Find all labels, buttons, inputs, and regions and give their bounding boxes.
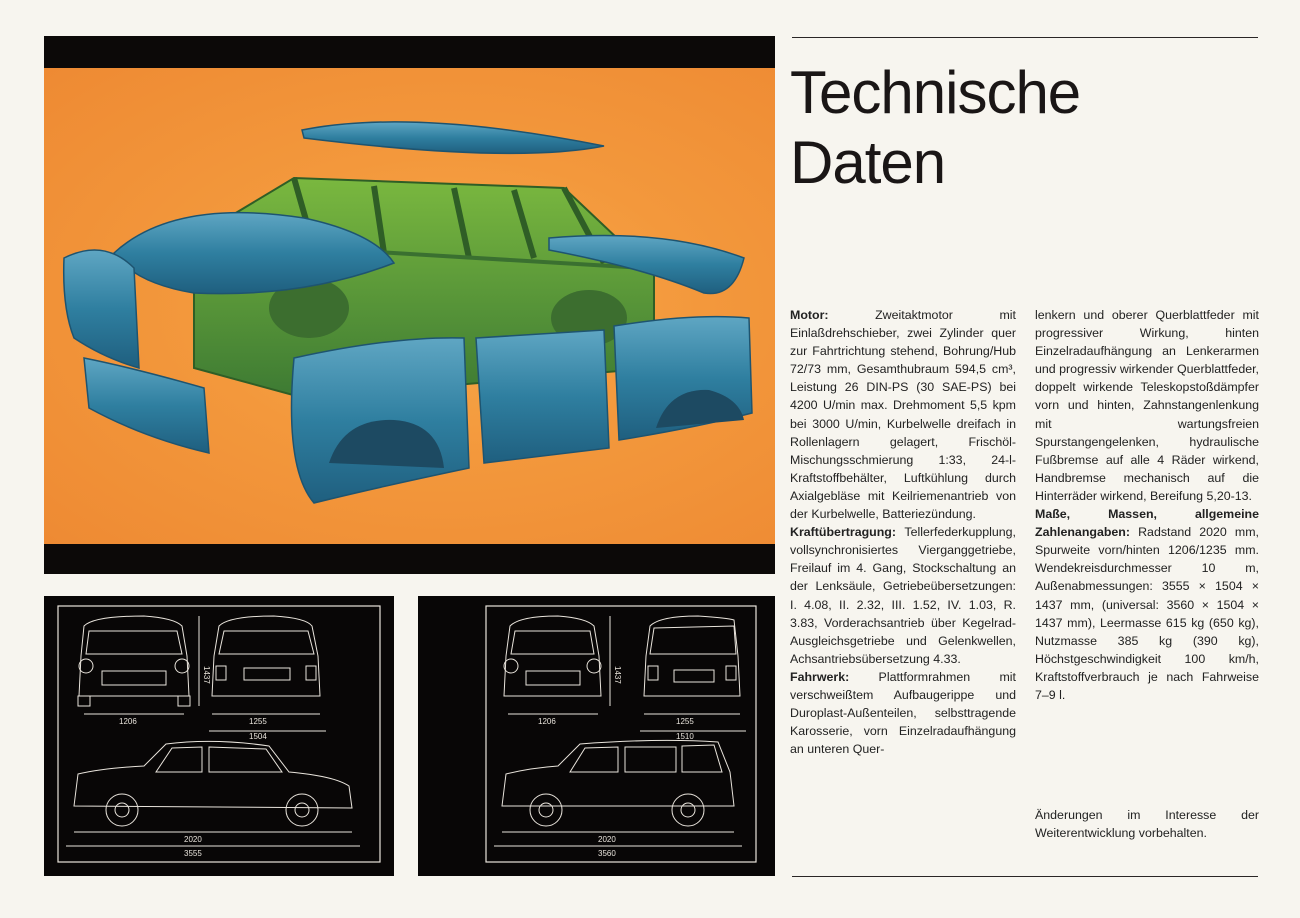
rear-view	[209, 616, 326, 731]
door-panel	[476, 330, 609, 463]
page-title	[790, 58, 1260, 198]
section-motor: Motor: Zweitaktmotor mit Einlaßdrehschieber, zwei Zylinder quer zur Fahrtrichtung stehend, Bohrung/Hub 72/73 mm, Gesamthubraum 594,5 cm³, Leistung 26 DIN-PS (30 SAE-PS) bei 4200 U/min max. Drehmoment 5,5 kpm bei 3000 U/min, Kurbelwelle dreifach in Rollenlagern gelagert, Frischöl-Mischungsschmierung 1:33, 24-l-Kraftstoffbehälter, Luftkühlung durch Axialgebläse mit Keilriemenantrieb von der Kurbelwelle, Batteriezündung.	[790, 308, 1016, 522]
front-apron	[84, 358, 209, 453]
dim-rear-track: 1255	[676, 717, 694, 726]
dim-wheelbase: 2020	[598, 835, 616, 844]
blueprint-sedan	[44, 596, 394, 876]
hero-image	[44, 36, 775, 574]
section-fahrwerk: Fahrwerk: Plattformrahmen mit verschweißtem Aufbaugerippe und Duroplast-Außenteilen, selbsttragende Karosserie, vorn Einzelradaufhängung an unteren Quer-	[790, 669, 1016, 757]
heading-fahrwerk: Fahrwerk:	[790, 669, 850, 684]
side-view	[494, 740, 742, 846]
dim-wheelbase: 2020	[184, 835, 202, 844]
text-column-2	[1035, 306, 1259, 704]
dim-height: 1437	[202, 666, 211, 684]
car-body-illustration	[44, 68, 775, 544]
text-column-1	[790, 306, 1016, 758]
bottom-rule	[792, 876, 1258, 877]
front-view	[78, 616, 199, 714]
dim-rear-track: 1255	[249, 717, 267, 726]
section-kraftuebertragung: Kraftübertragung: Tellerfederkupplung, vollsynchronisiertes Vierganggetriebe, Freilauf im 4. Gang, Stockschaltung an der Lenksäule, Getriebeübersetzungen: I. 4.08, II. 2.32, III. 1.52, IV. 1.03, R. 3.83, Vorderachsantrieb über Kegelrad-Ausgleichsgetriebe und Gelenkwellen, Achsantriebsübersetzung 4.33.	[790, 525, 1016, 666]
title-line-2: Daten	[790, 129, 946, 196]
title-line-1: Technische	[790, 59, 1081, 126]
side-view	[66, 741, 360, 846]
roof-panel	[302, 122, 604, 153]
heading-kraftuebertragung: Kraftübertragung:	[790, 525, 897, 540]
dim-front-track: 1206	[119, 717, 137, 726]
heading-motor: Motor:	[790, 308, 829, 322]
rear-view	[640, 616, 746, 731]
blueprint-wagon	[418, 596, 775, 876]
top-rule	[792, 37, 1258, 38]
dim-length: 3555	[184, 849, 202, 858]
dim-width: 1504	[249, 732, 267, 741]
dim-height: 1437	[613, 666, 622, 684]
front-view	[504, 616, 610, 714]
dim-width: 1510	[676, 732, 694, 741]
section-masse: Maße, Massen, allgemeine Zahlenangaben: Radstand 2020 mm, Spurweite vorn/hinten 1206/1235 mm. Wendekreisdurchmesser 10 m, Außenabmessungen: 3555 × 1504 × 1437 mm, (universal: 3560 × 1504 × 1437 mm), Leermasse 615 kg (650 kg), Nutzmasse 385 kg (390 kg), Höchstgeschwindigkeit 100 km/h, Kraftstoffverbrauch je nach Fahrweise 7–9 l.	[1035, 507, 1259, 702]
footnote: Änderungen im Interesse der Weiterentwicklung vorbehalten.	[1035, 808, 1259, 841]
dim-front-track: 1206	[538, 717, 556, 726]
dim-length: 3560	[598, 849, 616, 858]
section-fahrwerk-cont: lenkern und oberer Querblattfeder mit progressiver Wirkung, hinten Einzelradaufhängung an Lenkerarmen und progressiv wirkender Querblattfeder, doppelt wirkende Teleskopstoßdämpfer vorn und hinten, Zahnstangenlenkung mit wartungsfreien Spurstangengelenken, hydraulische Fußbremse auf alle 4 Räder wirkend, Handbremse mechanisch auf die Hinterräder wirkend, Bereifung 5,20-13.	[1035, 308, 1259, 503]
heading-masse: Maße, Massen, allgemeine Zahlenangaben:	[1035, 507, 1259, 540]
front-wing	[64, 250, 139, 368]
